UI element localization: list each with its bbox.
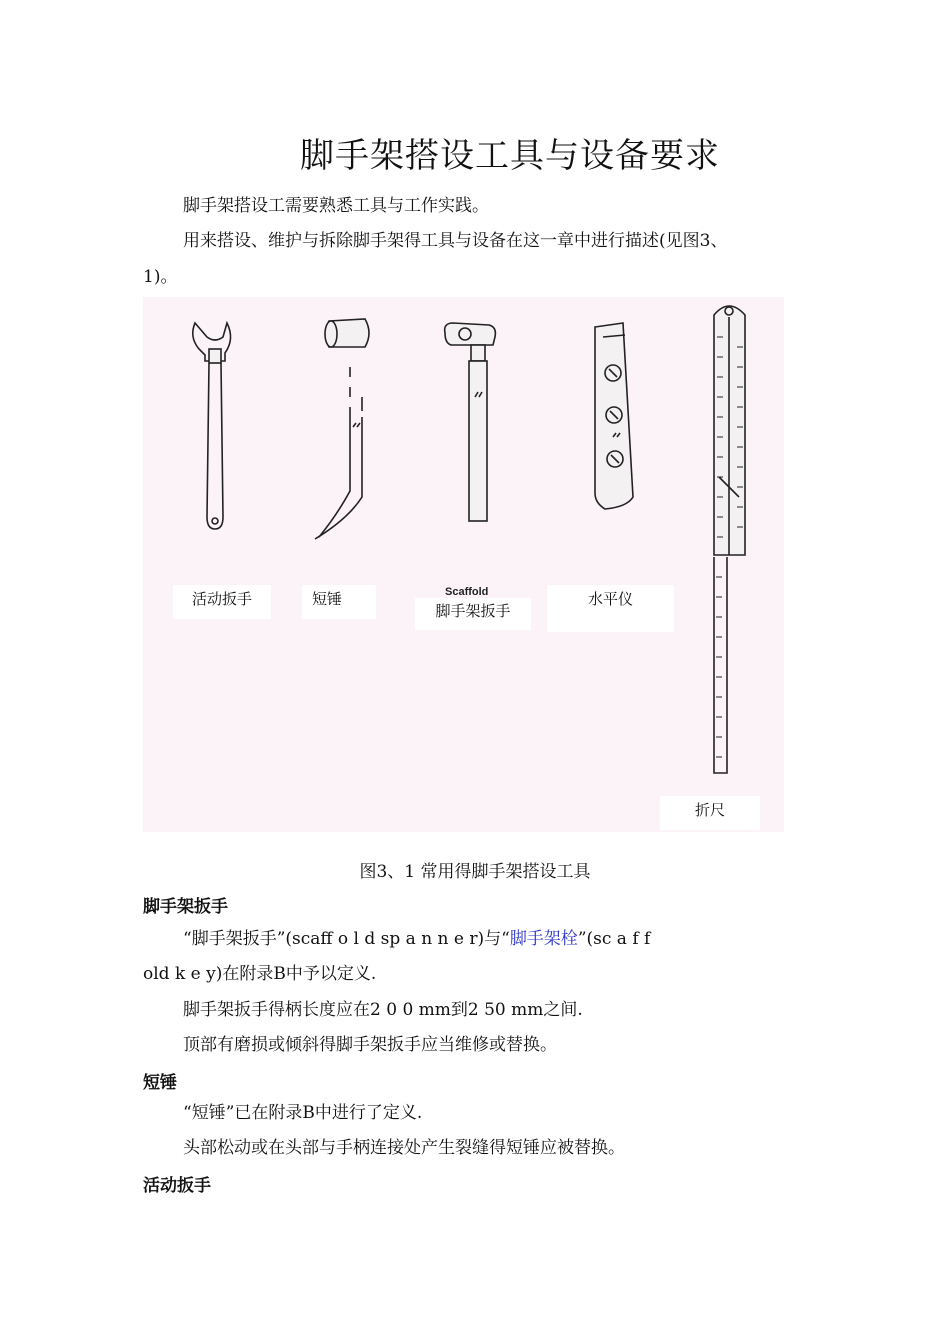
spanner-paragraph-2: 脚手架扳手得柄长度应在2 0 0 mm到2 50 mm之间. xyxy=(183,1000,583,1020)
heading-adjustable-wrench: 活动扳手 xyxy=(143,1176,211,1196)
intro-paragraph-2: 用来搭设、维护与拆除脚手架得工具与设备在这一章中进行描述(见图3、 xyxy=(183,231,728,251)
hammer-paragraph-2: 头部松动或在头部与手柄连接处产生裂缝得短锤应被替换。 xyxy=(183,1138,625,1158)
label-hammer: 短锤 xyxy=(302,585,376,619)
heading-scaffold-spanner: 脚手架扳手 xyxy=(143,897,228,917)
intro-paragraph-3: 1)。 xyxy=(143,267,178,287)
spanner-paragraph-1-a: “脚手架扳手”(scaff o l d sp a n n e r)与“ xyxy=(183,929,510,949)
figure-caption-text: 图3、1 常用得脚手架搭设工具 xyxy=(359,862,591,882)
scaffold-key-link[interactable]: 脚手架栓 xyxy=(509,929,578,949)
folding-rule-drawing xyxy=(714,306,745,773)
adjustable-wrench-drawing xyxy=(193,323,231,529)
spanner-paragraph-1 xyxy=(183,927,650,951)
label-scaffold-spanner: 脚手架扳手 xyxy=(415,598,531,630)
label-scaffold-print: Scaffold xyxy=(445,586,489,598)
spanner-paragraph-1-b: ”(sc a f f xyxy=(577,929,651,949)
spanner-paragraph-3: 顶部有磨损或倾斜得脚手架扳手应当维修或替换。 xyxy=(183,1035,557,1055)
tools-illustration xyxy=(143,297,784,832)
spirit-level-drawing xyxy=(595,323,633,509)
page-title: 脚手架搭设工具与设备要求 xyxy=(300,136,720,176)
label-adjustable-wrench: 活动扳手 xyxy=(173,585,271,619)
heading-hammer: 短锤 xyxy=(143,1073,177,1093)
hammer-paragraph-1: “短锤”已在附录B中进行了定义. xyxy=(183,1103,423,1123)
hammer-drawing xyxy=(315,319,369,539)
scaffold-spanner-drawing xyxy=(445,323,496,521)
label-folding-rule: 折尺 xyxy=(660,796,760,830)
label-spirit-level: 水平仪 xyxy=(547,585,674,632)
intro-paragraph-1: 脚手架搭设工需要熟悉工具与工作实践。 xyxy=(183,196,489,216)
spanner-paragraph-1-cont: old k e y)在附录B中予以定义. xyxy=(143,964,377,984)
figure-caption xyxy=(0,857,950,882)
